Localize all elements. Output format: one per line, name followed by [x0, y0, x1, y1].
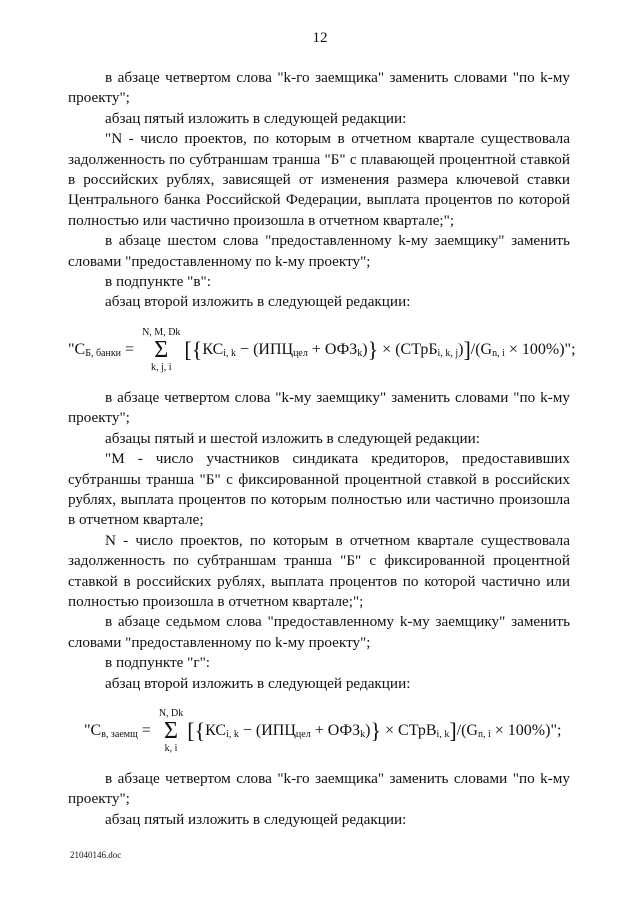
bracket-close: ] — [463, 336, 471, 362]
formula-equals: = — [137, 721, 155, 739]
formula-term: КС — [202, 340, 224, 358]
summation-upper-limit: N, Dk — [158, 707, 184, 719]
formula-subscript: цел — [295, 728, 311, 740]
formula-term: /(G — [456, 721, 478, 739]
formula-subscript: k — [360, 728, 366, 740]
bracket-open: [ — [184, 336, 192, 362]
formula-subscript: i, k, j — [437, 347, 459, 359]
paragraph: абзацы пятый и шестой изложить в следующей редакции: — [105, 429, 480, 447]
summation-upper-limit: N, M, Dk — [142, 326, 181, 338]
formula-term: − (ИПЦ — [238, 721, 296, 739]
paragraph: в абзаце четвертом слова "k-го заемщика" заменить словами "по k-му проекту"; — [68, 69, 570, 107]
formula-subscript: i, k — [436, 728, 450, 740]
formula-term: /(G — [470, 340, 493, 358]
paragraph: в абзаце четвертом слова "k-му заемщику" заменить словами "по k-му проекту"; — [68, 388, 570, 427]
paragraph: абзац пятый изложить в следующей редакции: — [105, 810, 407, 828]
bracket-close: ] — [449, 717, 457, 743]
formula-term: КС — [205, 721, 227, 739]
formula-lhs-subscript: Б, банки — [85, 347, 122, 359]
paragraph: в абзаце седьмом слова "предоставленному k-му заемщику" заменить словами "предоставленному по k-му проекту"; — [68, 613, 570, 651]
paragraph: "N - число проектов, по которым в отчетном квартале существовала задолженность по субтраншам транша "Б" с плавающей процентной ставкой в российских рублях, зависящей от изменения размера ключевой ставки Центрального банка Российской Федерации, выплата процентов по которой полностью или частично произошла в отчетном квартале;"; — [68, 130, 570, 229]
brace-close: } — [370, 717, 382, 743]
formula-lhs-subscript: в, заемщ — [101, 728, 138, 740]
summation — [159, 708, 183, 754]
formula-term: ) — [458, 340, 464, 358]
document-body — [68, 68, 576, 830]
paragraph: "M - число участников синдиката кредиторов, предоставивших субтраншы транша "Б" с фиксированной процентной ставкой в российских рублях, выплата процентов по которым полностью или частично произошла в отчетном квартале; — [68, 450, 570, 529]
formula-subscript: цел — [293, 347, 308, 359]
formula-term: × 100%)"; — [504, 340, 576, 358]
summation-symbol: Σ — [154, 336, 169, 363]
formula-lhs: "C — [68, 340, 86, 358]
summation-symbol: Σ — [164, 717, 179, 744]
formula-subscript: k — [357, 347, 363, 359]
brace-open: { — [194, 717, 206, 743]
formula-term: + ОФЗ — [310, 721, 361, 739]
summation — [142, 327, 180, 373]
formula-term: + ОФЗ — [307, 340, 358, 358]
formula-c-b-banki — [68, 326, 576, 373]
brace-close: } — [367, 336, 379, 362]
paragraph: N - число проектов, по которым в отчетном квартале существовала задолженность по субтраншам транша "Б" с фиксированной процентной ставкой в российских рублях, выплата процентов по которой частично или полностью произошла в отчетном квартале;"; — [68, 531, 570, 610]
summation-lower-limit: k, i — [164, 742, 178, 754]
summation-lower-limit: k, j, i — [150, 361, 172, 373]
paragraph: в абзаце четвертом слова "k-го заемщика" заменить словами "по k-му проекту"; — [68, 769, 570, 808]
formula-subscript: i, k — [226, 728, 239, 740]
formula-term: − (ИПЦ — [236, 340, 294, 358]
bracket-open: [ — [187, 717, 195, 743]
formula-term: × (СТрБ — [378, 340, 438, 358]
page-number: 12 — [312, 30, 328, 46]
formula-equals: = — [121, 340, 139, 358]
paragraph: в подпункте "в": — [105, 273, 211, 291]
formula-c-v-zaemshch — [68, 708, 570, 754]
paragraph: абзац второй изложить в следующей редакции: — [105, 293, 411, 311]
formula-subscript: n, i — [477, 728, 491, 740]
formula-lhs: "C — [84, 721, 102, 739]
paragraph: в подпункте "г": — [105, 654, 211, 672]
paragraph: в абзаце шестом слова "предоставленному k-му заемщику" заменить словами "предоставленному по k-му проекту"; — [68, 232, 570, 270]
document-filename: 21040146.doc — [70, 850, 122, 860]
formula-term: × 100%)"; — [490, 721, 562, 739]
brace-open: { — [191, 336, 203, 362]
formula-term: ) — [362, 340, 368, 358]
formula-term: ) — [365, 721, 371, 739]
paragraph: абзац второй изложить в следующей редакции: — [105, 674, 411, 692]
paragraph: абзац пятый изложить в следующей редакции: — [105, 109, 407, 127]
formula-subscript: n, i — [492, 347, 505, 359]
formula-subscript: i, k — [223, 347, 237, 359]
formula-term: × СТрВ — [381, 721, 437, 739]
